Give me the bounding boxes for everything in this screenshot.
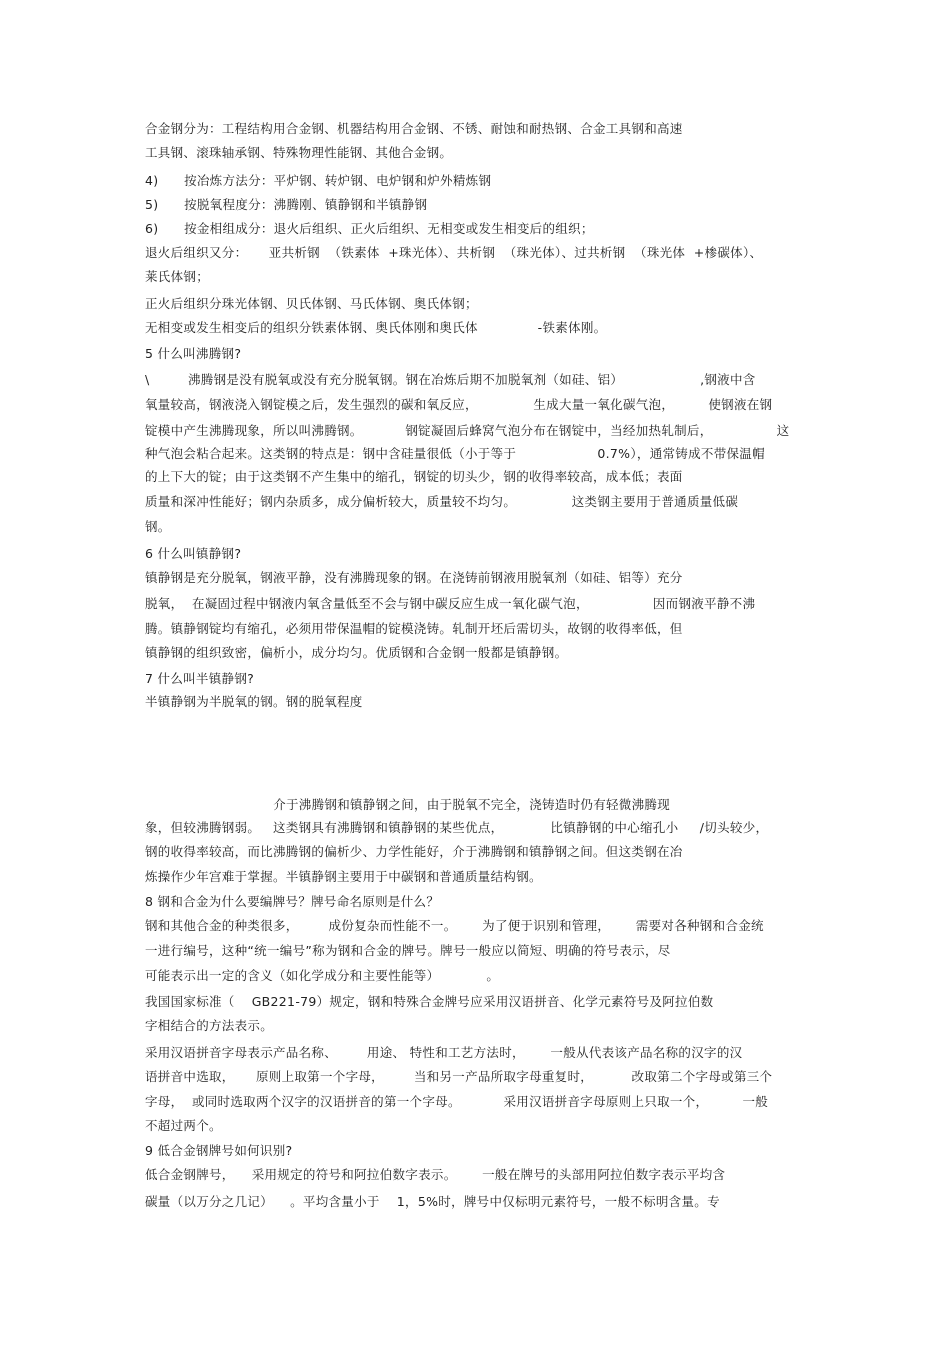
text-line: 钢的收得率较高，而比沸腾钢的偏析少、力学性能好，介于沸腾钢和镇静钢之间。但这类钢在冶 [145, 844, 683, 859]
section-heading: 7 什么叫半镇静钢? [145, 671, 255, 686]
text-line: 镇静钢的组织致密，偏析小，成分均匀。优质钢和合金钢一般都是镇静钢。 [145, 645, 568, 660]
list-item: 4) 按冶炼方法分：平炉钢、转炉钢、电炉钢和炉外精炼钢 [145, 173, 492, 188]
section-heading: 6 什么叫镇静钢? [145, 546, 242, 561]
text-line: 钢和其他合金的种类很多， 成份复杂而性能不一。 为了便于识别和管理， 需要对各种钢和合金统 [145, 918, 764, 933]
text-line: 炼操作少年宫难于掌握。半镇静钢主要用于中碳钢和普通质量结构钢。 [145, 869, 542, 884]
text-line: 正火后组织分珠光体钢、贝氏体钢、马氏体钢、奥氏体钢； [145, 296, 478, 311]
text-line: \ 沸腾钢是没有脱氧或没有充分脱氧钢。钢在冶炼后期不加脱氧剂（如硅、铝） ,钢液中含 [145, 372, 756, 387]
text-line: 低合金钢牌号， 采用规定的符号和阿拉伯数字表示。 一般在牌号的头部用阿拉伯数字表示平均含 [145, 1167, 726, 1182]
text-line: 介于沸腾钢和镇静钢之间，由于脱氧不完全，浇铸造时仍有轻微沸腾现 [145, 797, 671, 812]
section-heading: 5 什么叫沸腾钢? [145, 346, 242, 361]
text-line: 不超过两个。 [145, 1118, 222, 1133]
section-heading: 8 钢和合金为什么要编牌号？牌号命名原则是什么？ [145, 894, 440, 909]
text-line: 语拼音中选取， 原则上取第一个字母， 当和另一产品所取字母重复时， 改取第二个字母或第三个 [145, 1069, 773, 1084]
text-line: 工具钢、滚珠轴承钢、特殊物理性能钢、其他合金钢。 [145, 145, 453, 160]
text-line: 一进行编号，这种“统一编号”称为钢和合金的牌号。牌号一般应以简短、明确的符号表示，尽 [145, 943, 671, 958]
text-line: 无相变或发生相变后的组织分铁素体钢、奥氏体刚和奥氏体 -铁素体刚。 [145, 320, 607, 335]
text-line: 氧量较高，钢液浇入钢锭模之后，发生强烈的碳和氧反应， 生成大量一氧化碳气泡， 使钢液在钢 [145, 397, 773, 412]
text-line: 象，但较沸腾钢弱。 这类钢具有沸腾钢和镇静钢的某些优点， 比镇静钢的中心缩孔小 /切头较少， [145, 820, 769, 835]
text-line: 脱氧， 在凝固过程中钢液内氧含量低至不会与钢中碳反应生成一氧化碳气泡， 因而钢液平静不沸 [145, 596, 756, 611]
list-item: 6) 按金相组成分：退火后组织、正火后组织、无相变或发生相变后的组织； [145, 221, 594, 236]
text-line: 锭模中产生沸腾现象，所以叫沸腾钢。 钢锭凝固后蜂窝气泡分布在钢锭中，当经加热轧制后， 这 [145, 423, 790, 438]
text-line: 莱氏体钢； [145, 269, 210, 284]
text-line: 腾。镇静钢锭均有缩孔，必须用带保温帽的锭模浇铸。轧制开坯后需切头，故钢的收得率低，但 [145, 621, 683, 636]
text-line: 种气泡会粘合起来。这类钢的特点是：钢中含硅量很低（小于等于 0.7%），通常铸成不带保温帽 [145, 446, 765, 461]
text-line: 碳量（以万分之几记） 。平均含量小于 1，5%时，牌号中仅标明元素符号，一般不标明含量。专 [145, 1194, 720, 1209]
text-line: 采用汉语拼音字母表示产品名称、 用途、 特性和工艺方法时， 一般从代表该产品名称的汉字的汉 [145, 1045, 743, 1060]
text-line: 钢。 [145, 519, 171, 534]
text-line: 质量和深冲性能好；钢内杂质多，成分偏析较大，质量较不均匀。 这类钢主要用于普通质量低碳 [145, 494, 739, 509]
text-line: 字相结合的方法表示。 [145, 1018, 274, 1033]
text-line: 我国国家标准（ GB221-79）规定，钢和特殊合金牌号应采用汉语拼音、化学元素符号及阿拉伯数 [145, 994, 714, 1009]
text-line: 合金钢分为：工程结构用合金钢、机器结构用合金钢、不锈、耐蚀和耐热钢、合金工具钢和高速 [145, 121, 683, 136]
text-line: 的上下大的锭；由于这类钢不产生集中的缩孔，钢锭的切头少，钢的收得率较高，成本低；表面 [145, 469, 683, 484]
text-line: 可能表示出一定的含义（如化学成分和主要性能等） 。 [145, 968, 500, 983]
text-line: 镇静钢是充分脱氧，钢液平静，没有沸腾现象的钢。在浇铸前钢液用脱氧剂（如硅、铝等）充分 [145, 570, 683, 585]
text-line: 半镇静钢为半脱氧的钢。钢的脱氧程度 [145, 694, 363, 709]
text-line: 字母， 或同时选取两个汉字的汉语拼音的第一个字母。 采用汉语拼音字母原则上只取一个， 一般 [145, 1094, 769, 1109]
text-line: 退火后组织又分： 亚共析钢 （铁素体 +珠光体）、共析钢 （珠光体）、过共析钢 （珠光体 +椮碳体）、 [145, 245, 763, 260]
section-heading: 9 低合金钢牌号如何识别? [145, 1143, 293, 1158]
list-item: 5) 按脱氧程度分：沸腾刚、镇静钢和半镇静钢 [145, 197, 428, 212]
